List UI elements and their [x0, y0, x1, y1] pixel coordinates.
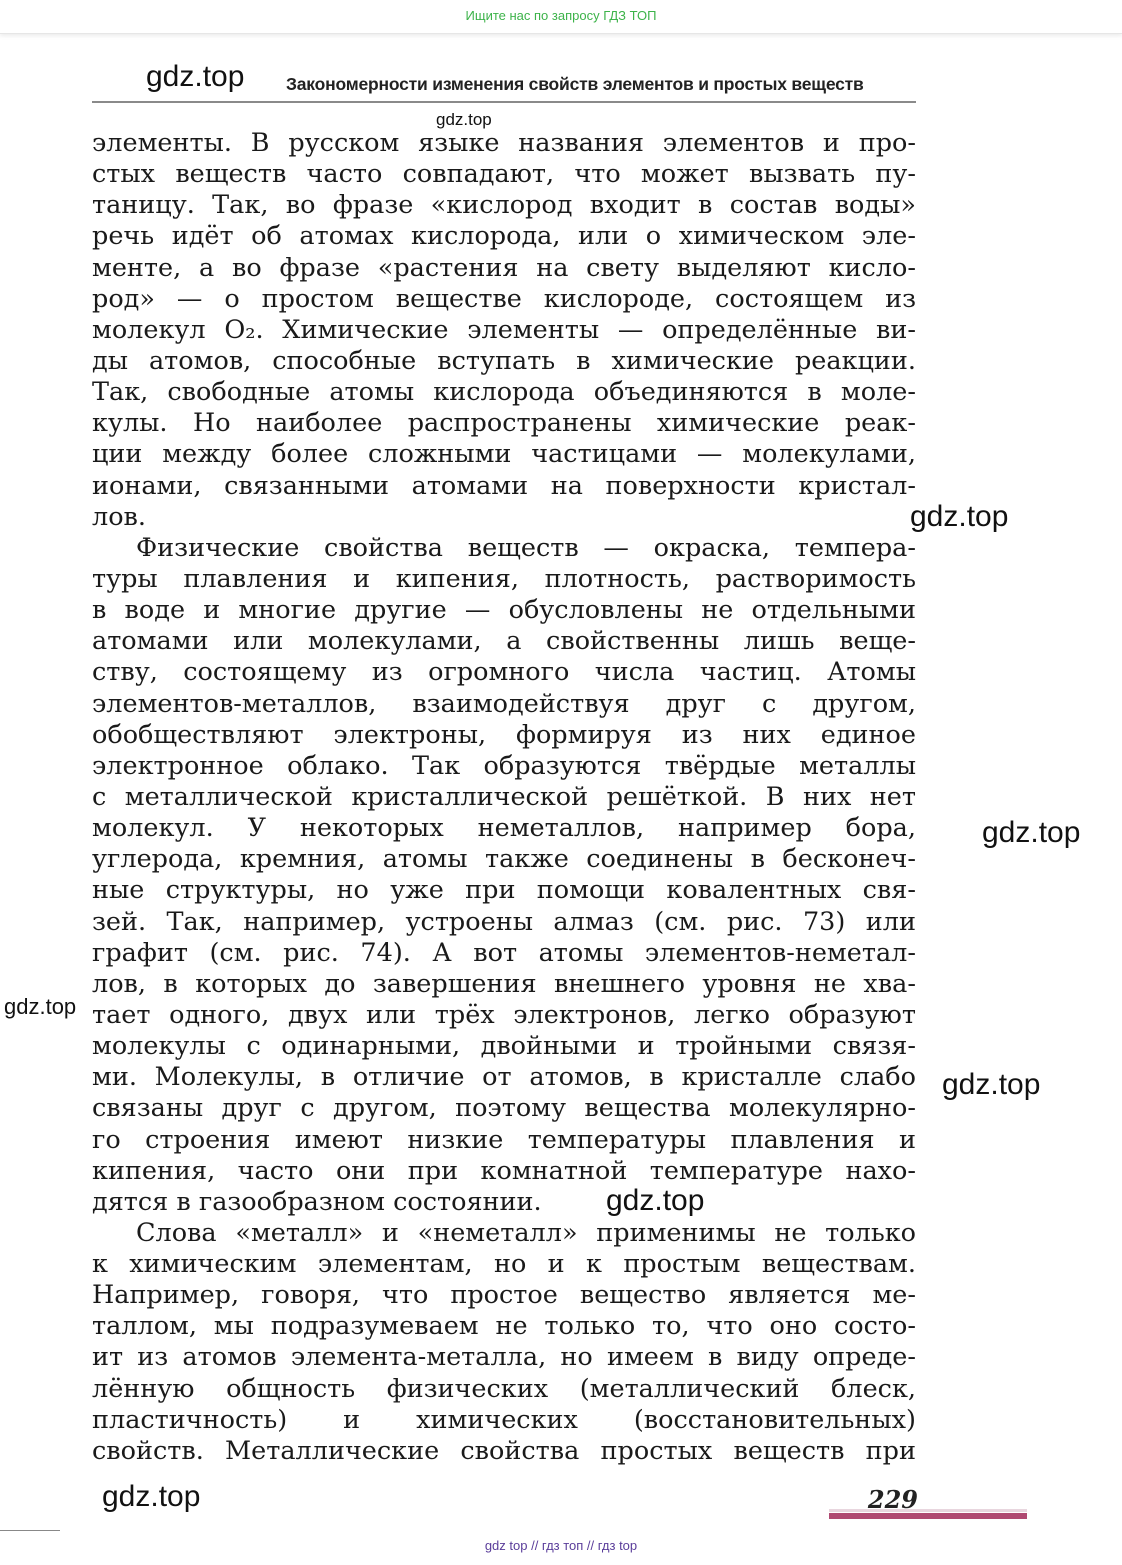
corner-divider	[0, 1530, 60, 1531]
text-line: таллом, мы подразумеваем не только то, что оно состо-	[92, 1311, 916, 1342]
text-line: свойств. Металлические свойства простых веществ при	[92, 1435, 916, 1466]
watermark: gdz.top	[606, 1184, 705, 1217]
text-line: элементов-металлов, взаимодействуя друг с другом,	[92, 688, 916, 719]
running-header-title: Закономерности изменения свойств элементов и простых веществ	[286, 74, 864, 94]
text-line: зей. Так, например, устроены алмаз (см. рис. 73) или	[92, 906, 916, 937]
text-line: менте, а во фразе «растения на свету выделяют кисло-	[92, 252, 916, 283]
page-number: 229	[867, 1485, 918, 1514]
text-line: Так, свободные атомы кислорода объединяются в моле-	[92, 377, 916, 408]
text-line: ции между более сложными частицами — молекулами,	[92, 439, 916, 470]
text-line: ми. Молекулы, в отличие от атомов, в кристалле слабо	[92, 1062, 916, 1093]
watermark: gdz.top	[942, 1068, 1041, 1101]
text-line: ионами, связанными атомами на поверхности кристал-	[92, 470, 916, 501]
page-number-bar	[829, 1513, 1027, 1519]
text-line: таницу. Так, во фразе «кислород входит в состав воды»	[92, 190, 916, 221]
text-line: углерода, кремния, атомы также соединены в бесконеч-	[92, 844, 916, 875]
footer-watermark: gdz top // гдз топ // гдз top	[484, 1538, 638, 1553]
text-line: пластичность) и химических (восстановительных)	[92, 1404, 916, 1435]
watermark: gdz.top	[910, 500, 1009, 533]
text-line: туры плавления и кипения, плотность, растворимость	[92, 563, 916, 594]
text-line: ды атомов, способные вступать в химические реакции.	[92, 345, 916, 376]
text-line: речь идёт об атомах кислорода, или о химическом эле-	[92, 221, 916, 252]
top-banner: Ищите нас по запросу ГДЗ ТОП	[0, 0, 1122, 34]
text-line: Слова «металл» и «неметалл» применимы не только	[136, 1217, 916, 1248]
text-line: Физические свойства веществ — окраска, темпера-	[136, 532, 916, 563]
text-line: ству, состоящему из огромного числа частиц. Атомы	[92, 657, 916, 688]
watermark: gdz.top	[436, 110, 492, 129]
text-line: род» — о простом веществе кислороде, состоящем из	[92, 283, 916, 314]
text-line: в воде и многие другие — обусловлены не отдельными	[92, 595, 916, 626]
text-line: лов, в которых до завершения внешнего уровня не хва-	[92, 968, 916, 999]
page-number-bar-shadow	[829, 1509, 1027, 1512]
text-line: го строения имеют низкие температуры плавления и	[92, 1124, 916, 1155]
text-line: связаны друг с другом, поэтому вещества молекулярно-	[92, 1093, 916, 1124]
text-line: ит из атомов элемента-металла, но имеем в виду опреде-	[92, 1342, 916, 1373]
watermark: gdz.top	[4, 994, 77, 1019]
text-line: кулы. Но наиболее распространены химические реак-	[92, 408, 916, 439]
text-line: к химическим элементам, но и к простым веществам.	[92, 1249, 916, 1280]
watermark: gdz.top	[102, 1480, 201, 1513]
text-line: атомами или молекулами, а свойственны лишь веще-	[92, 626, 916, 657]
header-divider	[92, 101, 916, 103]
text-line: Например, говоря, что простое вещество является ме-	[92, 1280, 916, 1311]
text-line: с металлической кристаллической решёткой. В них нет	[92, 781, 916, 812]
text-line: лённую общность физических (металлический блеск,	[92, 1373, 916, 1404]
page-body	[92, 128, 916, 1467]
text-line: дятся в газообразном состоянии.	[92, 1186, 542, 1217]
watermark: gdz.top	[982, 816, 1081, 849]
text-line: кипения, часто они при комнатной температуре нахо-	[92, 1155, 916, 1186]
watermark-header: gdz.top	[146, 60, 245, 93]
text-line: электронное облако. Так образуются твёрдые металлы	[92, 750, 916, 781]
text-line: графит (см. рис. 74). А вот атомы элементов-неметал-	[92, 937, 916, 968]
text-line: обобществляют электроны, формируя из них единое	[92, 719, 916, 750]
text-line: ные структуры, но уже при помощи ковалентных свя-	[92, 875, 916, 906]
text-line: молекул. У некоторых неметаллов, например бора,	[92, 813, 916, 844]
text-line: элементы. В русском языке названия элементов и про-	[92, 128, 916, 158]
text-line: молекулы с одинарными, двойными и тройными связя-	[92, 1031, 916, 1062]
text-line: молекул O₂. Химические элементы — определённые ви-	[92, 314, 916, 345]
text-line: стых веществ часто совпадают, что может вызвать пу-	[92, 159, 916, 190]
text-line: тает одного, двух или трёх электронов, легко образуют	[92, 999, 916, 1030]
text-line: лов.	[92, 501, 147, 532]
